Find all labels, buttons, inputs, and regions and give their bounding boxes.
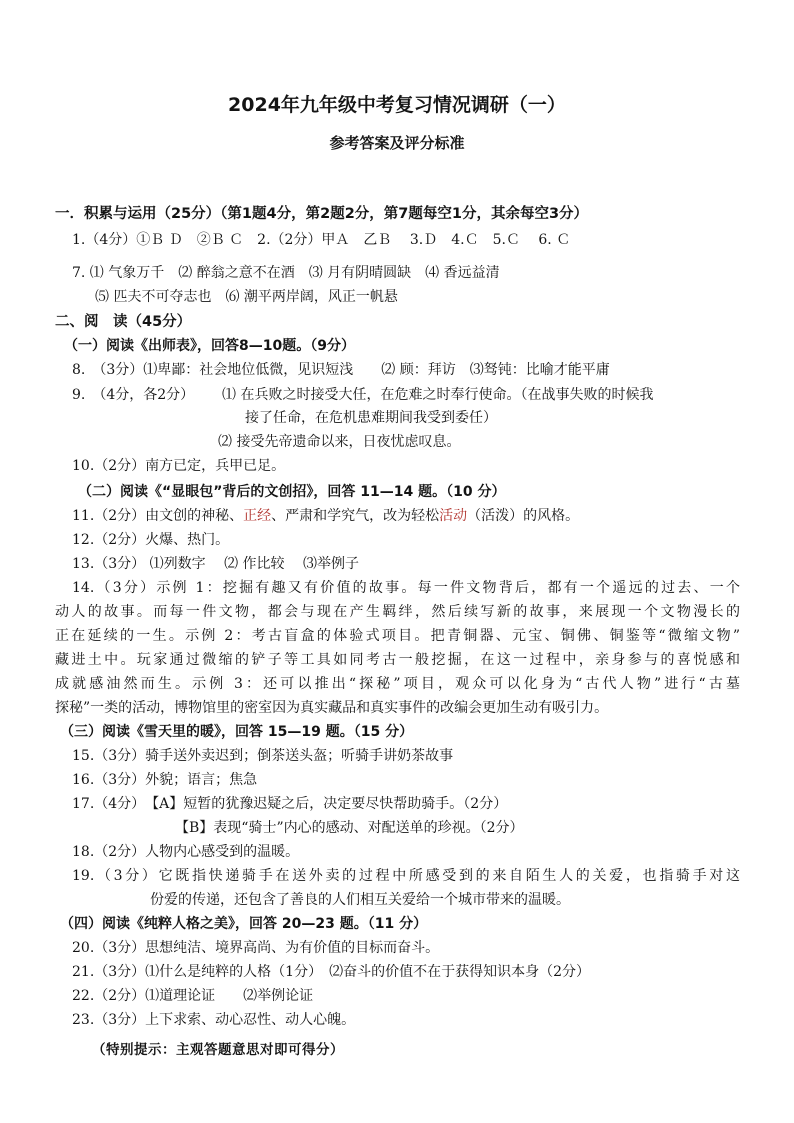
answer-line-11: 11.（2分）由文创的神秘、正经、严肃和学究气，改为轻松活动（活泼）的风格。 xyxy=(72,508,580,524)
answer-line-16: 16.（3分）外貌；语言；焦急 xyxy=(72,772,258,788)
answer-line-23: 23.（3分）上下求索、动心忍性、动人心魄。 xyxy=(72,1012,356,1028)
reading-1-heading: （一）阅读《出师表》，回答8—10题。（9分） xyxy=(64,338,355,354)
answer-line-14-4: 藏进土中。玩家通过微缩的铲子等工具如同考古一般挖掘，在这一过程中，亲身参与的喜悦感和 xyxy=(55,652,740,668)
answer-line-18: 18.（2分）人物内心感受到的温暖。 xyxy=(72,844,300,860)
special-note: （特别提示：主观答题意思对即可得分） xyxy=(92,1042,344,1058)
answer-line-9-2: ⑵ 接受先帝遗命以来，日夜忧虑叹息。 xyxy=(218,434,461,450)
answer-line-13: 13.（3分） ⑴列数字 ⑵ 作比较 ⑶举例子 xyxy=(72,556,359,572)
answer-line-17b: 【B】表现“骑士”内心的感动、对配送单的珍视。（2分） xyxy=(175,820,524,836)
answer-line-15: 15.（3分）骑手送外卖迟到；倒茶送头盔；听骑手讲奶茶故事 xyxy=(72,748,454,764)
answer-line-21: 21.（3分）⑴什么是纯粹的人格（1分） ⑵奋斗的价值不在于获得知识本身（2分） xyxy=(72,964,590,980)
answer-line-22: 22.（2分）⑴道理论证 ⑵举例论证 xyxy=(72,988,314,1004)
reading-2-heading: （二）阅读《“显眼包”背后的文创招》，回答 11—14 题。（10 分） xyxy=(78,484,506,500)
highlighted-word: 正经 xyxy=(243,508,272,524)
answer-line-20: 20.（3分）思想纯洁、境界高尚、为有价值的目标而奋斗。 xyxy=(72,940,440,956)
answer-line-1-6: 1.（4分）①Ｂ Ｄ ②Ｂ Ｃ 2.（2分）甲Ａ 乙Ｂ 3.Ｄ 4.Ｃ 5.Ｃ 6. Ｃ xyxy=(72,232,571,248)
answer-line-9-label: 9. （4分，各2分） xyxy=(72,387,195,403)
answer-line-14-1: 14.（3分）示例 1：挖掘有趣又有价值的故事。每一件文物背后，都有一个遥远的过去、一个 xyxy=(72,580,740,596)
answer-line-9-1: ⑴ 在兵败之时接受大任，在危难之时奉行使命。（在战事失败的时候我 xyxy=(222,387,654,403)
answer-line-14-3: 正在延续的一生。示例 2：考古盲盒的体验式项目。把青铜器、元宝、铜佛、铜鉴等“微缩文物” xyxy=(55,628,740,644)
answer-line-10: 10.（2分）南方已定，兵甲已足。 xyxy=(72,458,286,474)
answer-line-14-5: 成就感油然而生。示例 3：还可以推出“探秘”项目，观众可以化身为“古代人物”进行“古墓 xyxy=(55,676,740,692)
answer-line-8: 8. （3分）⑴卑鄙：社会地位低微，见识短浅 ⑵ 顾：拜访 ⑶驽钝：比喻才能平庸 xyxy=(72,362,610,378)
answer-line-14-6: 探秘”一类的活动，博物馆里的密室因为真实藏品和真实事件的改编会更加生动有吸引力。 xyxy=(55,700,609,716)
answer-line-14-2: 动人的故事。而每一件文物，都会与现在产生羁绊，然后续写新的故事，来展现一个文物漫长的 xyxy=(55,604,740,620)
section-2-heading: 二、阅 读（45分） xyxy=(55,314,192,330)
page-title: 2024年九年级中考复习情况调研（一） xyxy=(228,94,566,116)
answer-line-17a: 17.（4分） 【A】短暂的犹豫迟疑之后，决定要尽快帮助骑手。（2分） xyxy=(72,796,508,812)
answer-line-19b: 份爱的传递，还包含了善良的人们相互关爱给一个城市带来的温暖。 xyxy=(150,892,570,908)
answer-line-7b: ⑸ 匹夫不可夺志也 ⑹ 潮平两岸阔，风正一帆悬 xyxy=(95,289,398,305)
reading-3-heading: （三）阅读《雪天里的暖》，回答 15—19 题。（15 分） xyxy=(60,724,414,740)
page-subtitle: 参考答案及评分标准 xyxy=(329,134,465,152)
answer-line-12: 12.（2分）火爆、热门。 xyxy=(72,532,230,548)
answer-line-19a: 19.（3分）它既指快递骑手在送外卖的过程中所感受到的来自陌生人的关爱，也指骑手对这 xyxy=(72,868,740,884)
answer-line-9-1-cont: 接了任命，在危机患难期间我受到委任） xyxy=(245,410,497,426)
highlighted-word: 活动 xyxy=(439,508,468,524)
section-1-heading: 一．积累与运用（25分）（第1题4分，第2题2分，第7题每空1分，其余每空3分） xyxy=(55,206,589,222)
reading-4-heading: （四）阅读《纯粹人格之美》，回答 20—23 题。（11 分） xyxy=(60,916,428,932)
answer-line-7a: 7. ⑴ 气象万千 ⑵ 醉翁之意不在酒 ⑶ 月有阴晴圆缺 ⑷ 香远益清 xyxy=(72,265,500,281)
